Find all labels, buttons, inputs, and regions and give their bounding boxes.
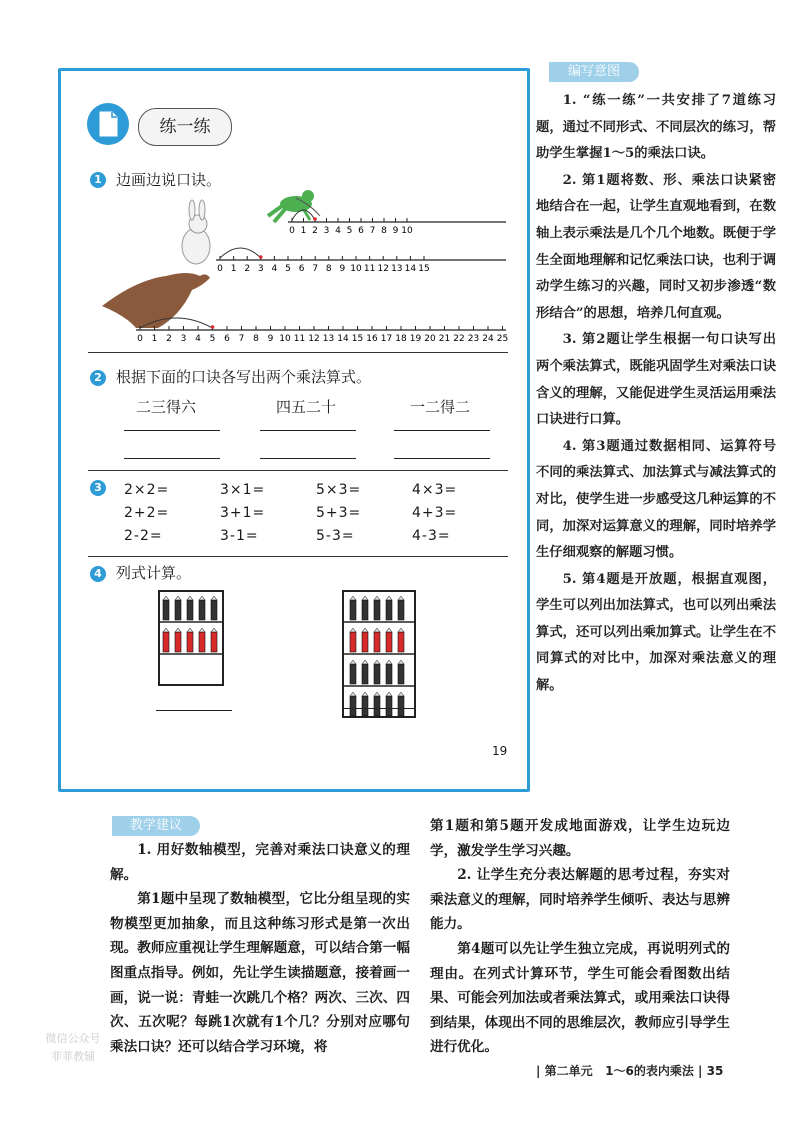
calc-item: 2×2= xyxy=(124,482,170,498)
tick-label: 7 xyxy=(312,264,319,274)
tick-label: 24 xyxy=(482,334,494,344)
watermark-line: 菲菲教辅 xyxy=(51,1050,95,1063)
tick-label: 1 xyxy=(230,264,237,274)
pencil xyxy=(350,696,356,716)
divider xyxy=(88,352,508,353)
calc-item: 2+2= xyxy=(124,505,170,521)
note-paragraph: 3. 第2题让学生根据一句口诀写出两个乘法算式，既能巩固学生对乘法口诀含义的理解，又能促进学生灵活运用乘法口诀进行口算。 xyxy=(536,332,776,428)
answer-blank[interactable] xyxy=(394,458,490,459)
teaching-paragraph: 第4题可以先让学生独立完成，再说明列式的理由。在列式计算环节，学生可能会看图数出结果、可能会列加法或者乘法算式，或用乘法口诀得到结果，体现出不同的思维层次，教师应引导学生进行优化。 xyxy=(430,940,730,1056)
pencil xyxy=(386,632,392,652)
question-number-2: 2 xyxy=(90,370,106,386)
calc-item: 2-2= xyxy=(124,528,163,544)
tick-label: 6 xyxy=(298,264,305,274)
section-title: 练一练 xyxy=(138,108,232,146)
tick-label: 15 xyxy=(351,334,364,344)
watermark-line: 微信公众号 xyxy=(45,1032,101,1045)
footer-page: 35 xyxy=(706,1064,724,1078)
calc-item: 3-1= xyxy=(220,528,259,544)
rhyme-item: 四五二十 xyxy=(276,398,337,416)
answer-blank[interactable] xyxy=(260,430,356,431)
teaching-right-column xyxy=(430,814,730,1060)
tick-label: 22 xyxy=(453,334,465,344)
page-footer: | 第二单元 1～6的表内乘法 | 35 xyxy=(536,1064,724,1078)
question-number-3: 3 xyxy=(90,480,106,496)
calc-item: 3+1= xyxy=(220,505,266,521)
question-4-text: 列式计算。 xyxy=(116,564,192,582)
arc-end-marker xyxy=(313,217,317,221)
tick-label: 14 xyxy=(404,264,417,274)
pencil xyxy=(163,632,169,652)
question-2-text: 根据下面的口诀各写出两个乘法算式。 xyxy=(116,368,372,386)
tick-label: 21 xyxy=(438,334,451,344)
pencil xyxy=(362,632,368,652)
note-paragraph: 5. 第4题是开放题，根据直观图，学生可以列出加法算式，也可以列出乘法算式，还可以列出乘加算式。让学生在不同算式的对比中，加深对乘法意义的理解。 xyxy=(536,571,776,694)
tick-label: 10 xyxy=(350,264,362,274)
tick-label: 9 xyxy=(267,334,274,344)
tick-label: 4 xyxy=(271,264,278,274)
number-line-figure xyxy=(96,176,508,348)
pencil xyxy=(175,600,181,620)
tick-label: 3 xyxy=(323,226,330,236)
tick-label: 8 xyxy=(253,334,259,344)
pencil xyxy=(374,600,380,620)
pencil xyxy=(398,664,404,684)
footer-title: 1～6的表内乘法 xyxy=(605,1064,694,1078)
tick-label: 2 xyxy=(166,334,172,344)
tick-label: 7 xyxy=(238,334,245,344)
tick-label: 13 xyxy=(322,334,335,344)
teaching-paragraph: 1. 用好数轴模型，完善对乘法口诀意义的理解。 xyxy=(110,842,410,883)
pencil xyxy=(199,600,205,620)
pencil xyxy=(374,664,380,684)
tick-label: 12 xyxy=(377,264,389,274)
pencil xyxy=(163,600,169,620)
number-line-3 xyxy=(136,318,508,344)
tick-label: 11 xyxy=(293,334,306,344)
tick-label: 14 xyxy=(337,334,349,344)
page-number: 19 xyxy=(492,744,508,758)
tick-label: 8 xyxy=(381,226,387,236)
teaching-paragraph: 2. 让学生充分表达解题的思考过程，夯实对乘法意义的理解，同时培养学生倾听、表达与思辨能力。 xyxy=(430,867,730,933)
pencil xyxy=(350,664,356,684)
calc-item: 5×3= xyxy=(316,482,362,498)
pencil xyxy=(386,696,392,716)
calc-item: 4×3= xyxy=(412,482,458,498)
rabbit-illustration xyxy=(182,200,210,264)
footer-unit: 第二单元 xyxy=(544,1064,593,1078)
answer-blank[interactable] xyxy=(124,430,220,431)
pencil xyxy=(398,696,404,716)
tick-label: 4 xyxy=(335,226,341,236)
teaching-paragraph: 第1题中呈现了数轴模型，它比分组呈现的实物模型更加抽象，而且这种练习形式是第一次出现。教师应重视让学生理解题意，可以结合第一幅图重点指导。例如，先让学生读描题意，接着画一画，说一说：青蛙一次跳几个格？两次、三次、四次、五次呢？每跳1次就有1个几？分别对应哪句乘法口诀？还可以结合学习环境，将 xyxy=(110,891,410,1055)
pencil xyxy=(175,632,181,652)
tick-label: 13 xyxy=(391,264,403,274)
tick-label: 23 xyxy=(467,334,480,344)
tick-label: 9 xyxy=(339,264,346,274)
note-paragraph: 1. “练一练”一共安排了7道练习题，通过不同形式、不同层次的练习，帮助学生掌握1～5的乘法口诀。 xyxy=(536,93,776,162)
tick-label: 3 xyxy=(257,264,264,274)
divider xyxy=(88,470,508,471)
tick-label: 9 xyxy=(392,226,399,236)
pencil xyxy=(374,696,380,716)
tick-label: 6 xyxy=(358,226,364,236)
tick-label: 0 xyxy=(217,264,223,274)
teaching-left-column xyxy=(110,838,410,1059)
pencil xyxy=(398,600,404,620)
pencil-box-right xyxy=(342,590,416,718)
pencil xyxy=(211,632,217,652)
pencil xyxy=(362,664,368,684)
tick-label: 11 xyxy=(363,264,376,274)
answer-blank[interactable] xyxy=(342,708,416,709)
pencil xyxy=(386,664,392,684)
question-number-1: 1 xyxy=(90,172,106,188)
answer-blank[interactable] xyxy=(394,430,490,431)
note-paragraph: 4. 第3题通过数据相同、运算符号不同的乘法算式、加法算式与减法算式的对比，使学生进一步感受这几种运算的不同，加深对运算意义的理解，同时培养学生仔细观察的解题习惯。 xyxy=(536,438,776,561)
tick-label: 4 xyxy=(195,334,201,344)
pencil-box-left xyxy=(158,590,224,686)
calc-item: 3×1= xyxy=(220,482,266,498)
tick-label: 25 xyxy=(496,334,508,344)
rhyme-item: 一二得二 xyxy=(410,398,471,416)
pencil xyxy=(350,632,356,652)
pencil xyxy=(187,632,193,652)
arc-end-marker xyxy=(211,325,215,329)
tick-label: 0 xyxy=(289,226,295,236)
teaching-tab: 教学建议 xyxy=(112,816,200,836)
pencil xyxy=(362,696,368,716)
note-body xyxy=(536,88,776,700)
calc-item: 4-3= xyxy=(412,528,451,544)
answer-blank[interactable] xyxy=(156,710,232,711)
teaching-paragraph: 第1题和第5题开发成地面游戏，让学生边玩边学，激发学生学习兴趣。 xyxy=(430,818,730,859)
pencil xyxy=(187,600,193,620)
tick-label: 1 xyxy=(300,226,307,236)
calc-item: 5-3= xyxy=(316,528,355,544)
kangaroo-illustration xyxy=(102,273,210,328)
calc-item: 5+3= xyxy=(316,505,362,521)
rhyme-item: 二三得六 xyxy=(136,398,197,416)
tick-label: 1 xyxy=(151,334,158,344)
tick-label: 0 xyxy=(137,334,143,344)
tick-label: 5 xyxy=(209,334,216,344)
tick-label: 10 xyxy=(401,226,413,236)
tick-label: 5 xyxy=(285,264,291,274)
note-paragraph: 2. 第1题将数、形、乘法口诀紧密地结合在一起，让学生直观地看到，在数轴上表示乘法是几个几个地数。既便于学生全面地理解和记忆乘法口诀，也利于调动学生练习的兴趣，同时又初步渗透“数形结合”的思想，培养几何直观。 xyxy=(536,172,776,321)
tick-label: 18 xyxy=(395,334,407,344)
tick-label: 2 xyxy=(244,264,251,274)
number-line-2 xyxy=(216,248,506,274)
question-1-text: 边画边说口诀。 xyxy=(116,171,222,189)
pencil xyxy=(374,632,380,652)
pencil xyxy=(350,600,356,620)
number-line-1 xyxy=(288,210,506,236)
question-number-4: 4 xyxy=(90,566,106,582)
document-icon xyxy=(86,102,130,146)
pencil xyxy=(362,600,368,620)
tick-label: 3 xyxy=(180,334,187,344)
tick-label: 8 xyxy=(325,264,332,274)
tick-label: 6 xyxy=(224,334,230,344)
tick-label: 15 xyxy=(418,264,430,274)
tick-label: 10 xyxy=(279,334,291,344)
divider xyxy=(88,556,508,557)
pencil xyxy=(199,632,205,652)
tick-label: 20 xyxy=(424,334,436,344)
pencil xyxy=(398,632,404,652)
tick-label: 12 xyxy=(308,334,320,344)
answer-blank[interactable] xyxy=(124,458,220,459)
arc-end-marker xyxy=(259,255,263,259)
jump-arc xyxy=(220,248,261,258)
tick-label: 19 xyxy=(409,334,422,344)
tick-label: 16 xyxy=(366,334,378,344)
calc-item: 4+3= xyxy=(412,505,458,521)
answer-blank[interactable] xyxy=(260,458,356,459)
tick-label: 7 xyxy=(369,226,376,236)
pencil xyxy=(386,600,392,620)
tick-label: 17 xyxy=(380,334,393,344)
note-tab: 编写意图 xyxy=(549,62,639,82)
watermark xyxy=(28,1030,118,1066)
tick-label: 2 xyxy=(312,226,318,236)
tick-label: 5 xyxy=(346,226,353,236)
pencil xyxy=(211,600,217,620)
